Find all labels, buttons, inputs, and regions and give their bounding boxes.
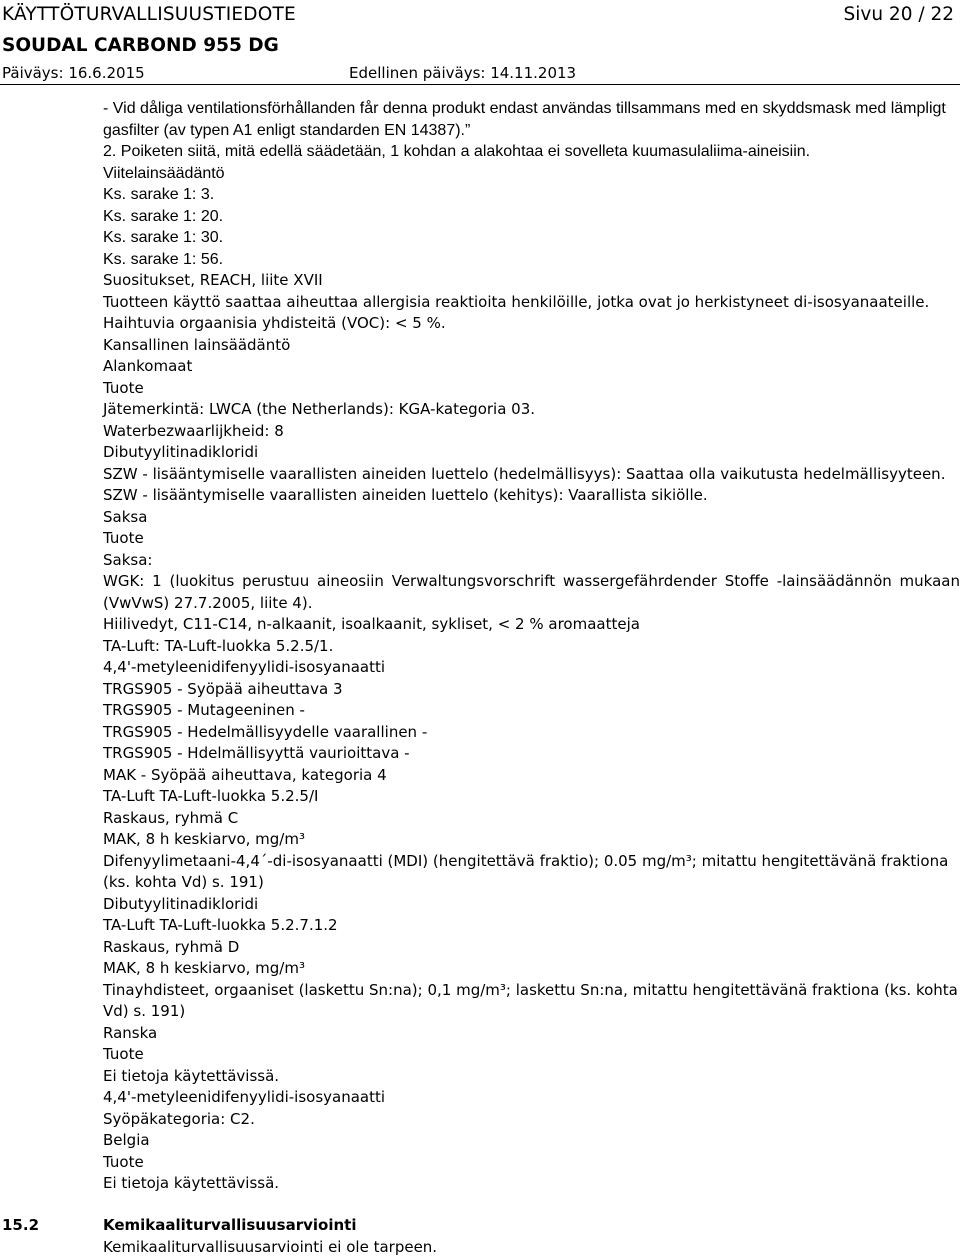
header-divider bbox=[0, 84, 960, 85]
text-line: - Vid dåliga ventilationsförhållanden får denna produkt endast användas tillsammans med en skyddsmask med lämpligt gasfilter (av typen A1 enligt standarden EN 14387).” bbox=[103, 100, 946, 139]
issue-date: Päiväys: 16.6.2015 bbox=[2, 64, 145, 82]
text-line: SZW - lisääntymiselle vaarallisten aineiden luettelo (kehitys): Vaarallista sikiölle. bbox=[103, 486, 708, 504]
document-title: KÄYTTÖTURVALLISUUSTIEDOTE bbox=[2, 4, 296, 25]
text-line: Tuotteen käyttö saattaa aiheuttaa allergisia reaktioita henkilöille, jotka ovat jo herkistyneet di-isosyanaateille. bbox=[103, 292, 930, 311]
text-line: Dibutyylitinadikloridi bbox=[103, 443, 259, 461]
text-line: SZW - lisääntymiselle vaarallisten aineiden luettelo (hedelmällisyys): Saattaa olla vaikutusta hedelmällisyyteen. bbox=[103, 464, 946, 483]
text-line: Difenyylimetaani-4,4´-di-isosyanaatti (MDI) (hengitettävä fraktio); 0.05 mg/m³; mitattu hengitettävänä fraktiona (ks. kohta Vd) s. 191) bbox=[103, 851, 949, 891]
previous-date: Edellinen päiväys: 14.11.2013 bbox=[349, 64, 577, 82]
text-line: TRGS905 - Hdelmällisyyttä vaurioittava - bbox=[103, 744, 410, 762]
text-line: WGK: 1 (luokitus perustuu aineosiin Verwaltungsvorschrift wassergefährdender Stoffe -lainsäädännön mukaan (VwVwS) 27.7.2005, liite 4). bbox=[103, 572, 960, 612]
text-line: Raskaus, ryhmä C bbox=[103, 808, 239, 827]
text-line: Haihtuvia orgaanisia yhdisteitä (VOC): < 5 %. bbox=[103, 314, 446, 332]
text-line: Raskaus, ryhmä D bbox=[103, 937, 240, 956]
section-text: Kemikaaliturvallisuusarviointi ei ole tarpeen. bbox=[103, 1238, 438, 1256]
product-name: SOUDAL CARBOND 955 DG bbox=[2, 35, 279, 56]
text-line: Belgia bbox=[103, 1131, 150, 1149]
text-line: Suositukset, REACH, liite XVII bbox=[103, 271, 323, 289]
text-line: TA-Luft: TA-Luft-luokka 5.2.5/1. bbox=[103, 636, 334, 655]
text-line: Ks. sarake 1: 20. bbox=[103, 207, 224, 225]
text-line: Dibutyylitinadikloridi bbox=[103, 894, 259, 913]
text-line: Tuote bbox=[103, 1152, 144, 1171]
text-line: Saksa: bbox=[103, 550, 153, 569]
text-line: 4,4'-metyleenidifenyylidi-isosyanaatti bbox=[103, 658, 386, 676]
text-line: Saksa bbox=[103, 507, 148, 526]
text-line: 4,4'-metyleenidifenyylidi-isosyanaatti bbox=[103, 1088, 386, 1106]
text-line: TRGS905 - Syöpää aiheuttava 3 bbox=[103, 679, 343, 698]
text-line: Ei tietoja käytettävissä. bbox=[103, 1174, 280, 1192]
text-line: Ei tietoja käytettävissä. bbox=[103, 1066, 280, 1085]
text-line: MAK, 8 h keskiarvo, mg/m³ bbox=[103, 830, 305, 848]
text-line: Tuote bbox=[103, 378, 144, 397]
text-line: Ks. sarake 1: 3. bbox=[103, 186, 215, 203]
text-line: Tinayhdisteet, orgaaniset (laskettu Sn:na); 0,1 mg/m³; laskettu Sn:na, mitattu hengitettävänä fraktiona (ks. kohta Vd) s. 191) bbox=[103, 980, 958, 1020]
text-line: Kansallinen lainsäädäntö bbox=[103, 335, 291, 354]
text-line: Hiilivedyt, C11-C14, n-alkaanit, isoalkaanit, sykliset, < 2 % aromaatteja bbox=[103, 615, 640, 633]
text-line: Syöpäkategoria: C2. bbox=[103, 1109, 255, 1128]
text-line: Viitelainsäädäntö bbox=[103, 164, 225, 182]
text-line: MAK, 8 h keskiarvo, mg/m³ bbox=[103, 959, 305, 977]
section-number: 15.2 bbox=[2, 1216, 40, 1234]
text-line: Jätemerkintä: LWCA (the Netherlands): KGA-kategoria 03. bbox=[103, 400, 536, 418]
text-line: Waterbezwaarlijkheid: 8 bbox=[103, 421, 284, 440]
text-line: TA-Luft TA-Luft-luokka 5.2.5/I bbox=[103, 787, 319, 805]
text-line: Tuote bbox=[103, 529, 144, 547]
text-line: Ks. sarake 1: 56. bbox=[103, 250, 224, 268]
text-line: TRGS905 - Mutageeninen - bbox=[103, 701, 305, 719]
text-line: TRGS905 - Hedelmällisyydelle vaarallinen - bbox=[103, 722, 428, 741]
section-title: Kemikaaliturvallisuusarviointi bbox=[103, 1216, 357, 1234]
text-line: 2. Poiketen siitä, mitä edellä säädetään, 1 kohdan a alakohtaa ei sovelleta kuumasulaliima-aineisiin. bbox=[103, 143, 811, 160]
text-line: MAK - Syöpää aiheuttava, kategoria 4 bbox=[103, 765, 387, 784]
text-line: TA-Luft TA-Luft-luokka 5.2.7.1.2 bbox=[103, 916, 338, 934]
page-number: Sivu 20 / 22 bbox=[843, 4, 954, 25]
text-line: Ranska bbox=[103, 1023, 158, 1042]
text-line: Tuote bbox=[103, 1045, 144, 1063]
text-line: Alankomaat bbox=[103, 357, 193, 375]
text-line: Ks. sarake 1: 30. bbox=[103, 229, 224, 246]
regulatory-text bbox=[103, 98, 960, 1195]
